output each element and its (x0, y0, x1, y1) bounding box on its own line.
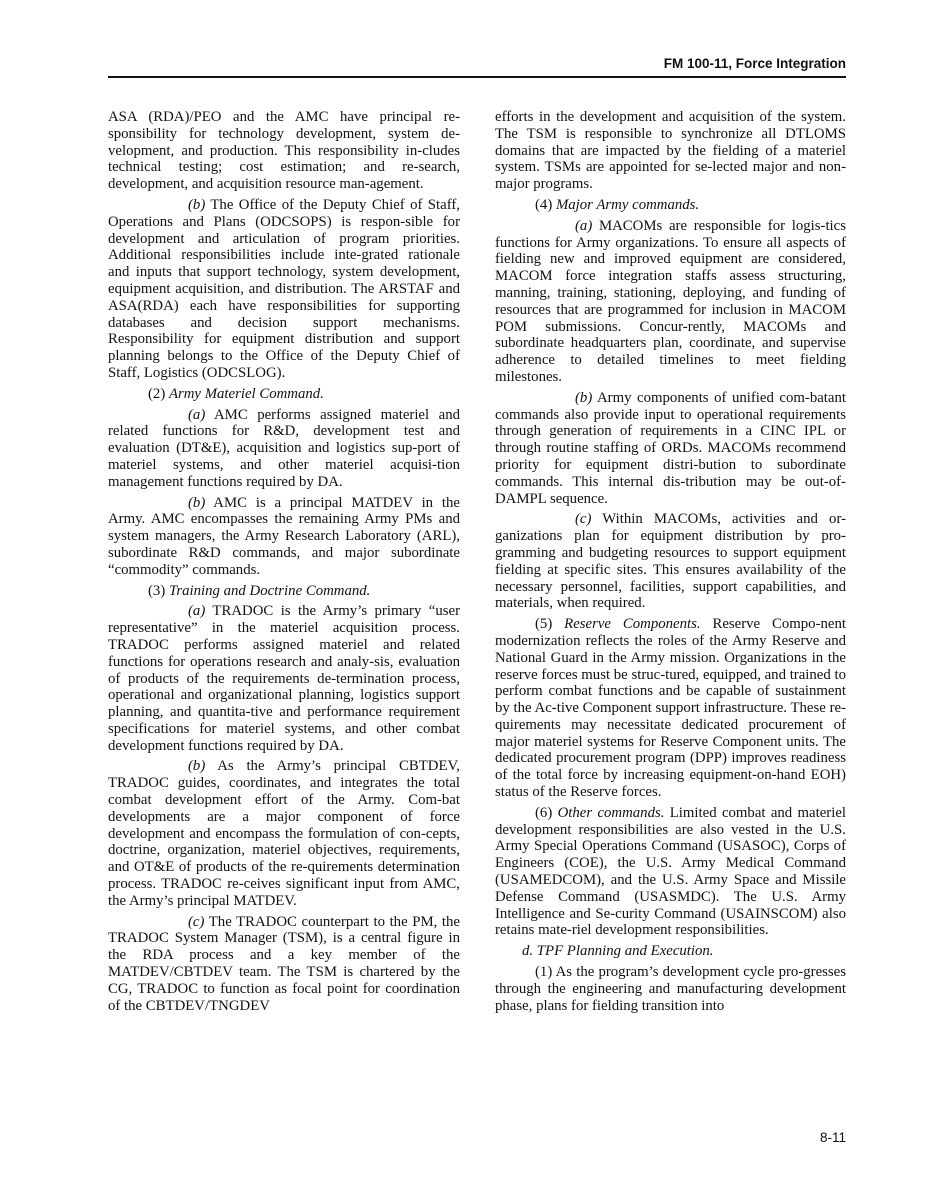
page-number: 8-11 (819, 1130, 846, 1145)
paragraph: (1) As the program’s development cycle pro-gresses through the engineering and manufacturing development phase, plans for fielding transition into (495, 964, 846, 1014)
subparagraph-marker: (c) (575, 511, 592, 528)
paragraph (495, 218, 846, 386)
paragraph-text: Within MACOMs, activities and or-ganizations plan for equipment distribution by pro-gramming and budgeting resources to support equipment fielding at specific sites. This ensures availability of the necessary personnel, facilities, support capabilities, and materials, when required. (495, 511, 846, 612)
running-header: FM 100-11, Force Integration (108, 54, 846, 78)
section-heading (108, 583, 460, 600)
paragraph-text: Limited combat and materiel development responsibilities are also vested in the U.S. Army Special Operations Command (USASOC), Corps of Engineers (COE), the U.S. Army Medical Command (USAMEDCOM), and the U.S. Army Space and Missile Defense Command (USASMDC). The U.S. Army Intelligence and Se-curity Command (USAINSCOM) also retains mate-riel development responsibilities. (495, 804, 846, 939)
paragraph (495, 805, 846, 939)
right-column (495, 109, 846, 1018)
subparagraph-marker: (b) (188, 494, 206, 511)
paragraph-text: As the Army’s principal CBTDEV, TRADOC guides, coordinates, and integrates the total combat development effort of the Army. Com-bat developments are a major component of force development and encompass the formulation of con-cepts, doctrine, organization, materiel objectives, requirements, and OT&E of products of the re-quirements determination process. TRADOC re-ceives significant input from AMC, the Army’s principal MATDEV. (108, 758, 460, 909)
subparagraph-marker: (b) (188, 758, 206, 775)
subparagraph-marker: (b) (188, 196, 206, 213)
paragraph-text: TRADOC is the Army’s primary “user representative” in the materiel acquisition process. TRADOC performs assigned materiel and related functions for operations research and analy-sis, evaluation of products of the requirements de-termination process, operational and organizational planning, logistics support planning, and quantita-tive and performance requirement specifications for materiel systems, and other combat development functions required by DA. (108, 603, 460, 754)
heading-number: (6) (535, 804, 558, 821)
paragraph (108, 407, 460, 491)
heading-title: Reserve Components. (564, 616, 701, 633)
left-column (108, 109, 460, 1018)
heading-number: (5) (535, 616, 565, 633)
paragraph (495, 616, 846, 801)
heading-title: Other commands. (557, 804, 665, 821)
paragraph-text: The TRADOC counterpart to the PM, the TRADOC System Manager (TSM), is a central figure in the RDA process and a key member of the MATDEV/CBTDEV team. The TSM is chartered by the CG, TRADOC to function as focal point for coordination of the CBTDEV/TNGDEV (108, 913, 460, 1014)
heading-title: Major Army commands. (555, 196, 700, 213)
subparagraph-marker: (c) (188, 913, 205, 930)
section-heading (495, 197, 846, 214)
paragraph-text: MACOMs are responsible for logis-tics functions for Army organizations. To ensure all aspects of fielding new and improved equipment are considered, MACOM force integration staffs assess structuring, manning, training, stationing, deploying, and funding of resources that are programmed for inclusion in MACOM POM submissions. Concur-rently, MACOMs and subordinate headquarters plan, coordinate, and supervise adherence to detailed timelines to meet fielding milestones. (495, 217, 846, 385)
subparagraph-marker: (a) (188, 603, 206, 620)
heading-number: (4) (535, 196, 556, 213)
paragraph: efforts in the development and acquisition of the system. The TSM is responsible to synchronize all DTLOMS domains that are impacted by the fielding of a materiel system. TSMs are appointed for se-lected major and non-major programs. (495, 109, 846, 193)
paragraph-text: AMC performs assigned materiel and related functions for R&D, development test and evaluation (DT&E), acquisition and logistics sup-port of materiel systems, and other materiel acquisi-tion management functions required by DA. (108, 406, 460, 490)
paragraph-text: The Office of the Deputy Chief of Staff, Operations and Plans (ODCSOPS) is respon-sible for development and articulation of program priorities. Additional responsibilities include inte-grated rationale and inputs that support technology, system development, equipment acquisition, and distribution. The ARSTAF and ASA(RDA) each have responsibilities for supporting databases and decision support mechanisms. Responsibility for equipment distribution and support planning belongs to the Office of the Deputy Chief of Staff, Logistics (ODCSLOG). (108, 196, 460, 381)
paragraph (108, 603, 460, 754)
paragraph (108, 758, 460, 909)
paragraph-text: AMC is a principal MATDEV in the Army. AMC encompasses the remaining Army PMs and system managers, the Army Research Laboratory (ARL), subordinate R&D commands, and major subordinate “commodity” commands. (108, 494, 460, 578)
section-heading (495, 943, 846, 960)
heading-title: Training and Doctrine Command. (168, 582, 371, 599)
paragraph-text: Reserve Compo-nent modernization reflects the roles of the Army Reserve and National Guard in the Army mission. Organizations in the reserve forces must be struc-tured, equipped, and trained to perform combat functions and be capable of sustainment by the Ac-tive Component support infrastructure. These re-quirements may necessitate dedicated procurement of major materiel systems for Reserve Component units. The dedicated procurement program (DPP) improves readiness of the total force by increasing equipment-on-hand EOH) status of the Reserve forces. (495, 616, 846, 801)
subparagraph-marker: (b) (575, 389, 593, 406)
paragraph (495, 511, 846, 612)
heading-title: d. TPF Planning and Execution. (522, 943, 714, 960)
heading-number: (3) (148, 582, 169, 599)
paragraph-text: Army components of unified com-batant commands also provide input to operational requirements through generation of requirements in a CINC IPL or through routine staffing of ORDs. MACOMs recommend priority for equipment distri-bution to subordinate commands. This internal dis-tribution may be out-of-DAMPL sequence. (495, 389, 846, 507)
paragraph (108, 197, 460, 382)
subparagraph-marker: (a) (575, 217, 593, 234)
paragraph (495, 390, 846, 508)
paragraph (108, 495, 460, 579)
section-heading (108, 386, 460, 403)
heading-title: Army Materiel Command. (168, 385, 324, 402)
paragraph (108, 914, 460, 1015)
paragraph: ASA (RDA)/PEO and the AMC have principal re-sponsibility for technology development, system de-velopment, and production. This responsibility in-cludes technical testing; cost estimation; and re-search, development, and acquisition resource man-agement. (108, 109, 460, 193)
heading-number: (2) (148, 385, 169, 402)
subparagraph-marker: (a) (188, 406, 206, 423)
